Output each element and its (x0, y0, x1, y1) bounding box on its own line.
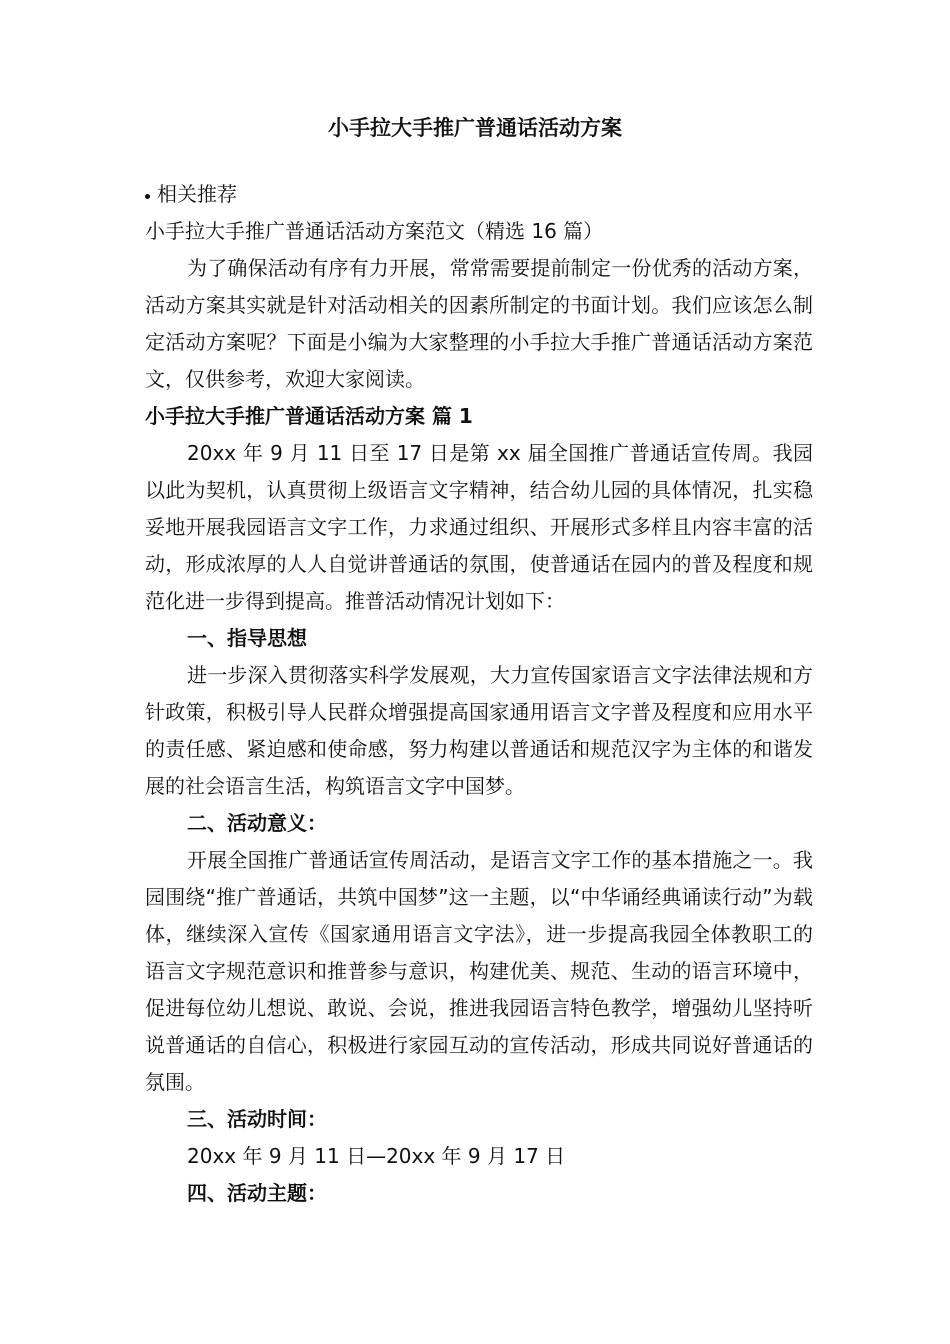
heading-activity-time: 三、活动时间： (187, 1107, 327, 1131)
recommend-label-text: 相关推荐 (157, 182, 237, 206)
paragraph-3: 开展全国推广普通话宣传周活动，是语言文字工作的基本措施之一。我园围绕“推广普通话，共筑中国梦”这一主题，以“中华诵经典诵读行动”为载体，继续深入宣传《国家通用语言文字法》，进一步提高我园全体教职工的语言文字规范意识和推普参与意识，构建优美、规范、生动的语言环境中，促进每位幼儿想说、敢说、会说，推进我园语言特色教学，增强幼儿坚持听说普通话的自信心，积极进行家园互动的宣传活动，形成共同说好普通话的氛围。 (145, 848, 813, 1094)
recommend-link[interactable]: 小手拉大手推广普通话活动方案范文（精选 16 篇） (145, 219, 604, 243)
document-title: 小手拉大手推广普通话活动方案 (328, 116, 622, 140)
paragraph-1: 20xx 年 9 月 11 日至 17 日是第 xx 届全国推广普通话宣传周。我园以此为契机，认真贯彻上级语言文字精神，结合幼儿园的具体情况，扎实稳妥地开展我园语言文字工作，力求通过组织、开展形式多样且内容丰富的活动，形成浓厚的人人自觉讲普通话的氛围，使普通话在园内的普及程度和规范化进一步得到提高。推普活动情况计划如下： (145, 441, 813, 613)
section-title: 小手拉大手推广普通话活动方案 篇 1 (145, 404, 473, 428)
heading-guiding-thought: 一、指导思想 (187, 626, 307, 650)
paragraph-2: 进一步深入贯彻落实科学发展观，大力宣传国家语言文字法律法规和方针政策，积极引导人民群众增强提高国家通用语言文字普及程度和应用水平的责任感、紧迫感和使命感，努力构建以普通话和规范汉字为主体的和谐发展的社会语言生活，构筑语言文字中国梦。 (145, 663, 813, 798)
bullet-icon (145, 194, 150, 199)
related-recommend-label (145, 176, 813, 213)
heading-activity-theme: 四、活动主题： (187, 1181, 327, 1205)
paragraph-4: 20xx 年 9 月 11 日—20xx 年 9 月 17 日 (187, 1144, 566, 1168)
document-body (145, 176, 813, 1212)
heading-activity-meaning: 二、活动意义： (187, 811, 327, 835)
intro-paragraph: 为了确保活动有序有力开展，常常需要提前制定一份优秀的活动方案，活动方案其实就是针对活动相关的因素所制定的书面计划。我们应该怎么制定活动方案呢？下面是小编为大家整理的小手拉大手推广普通话活动方案范文，仅供参考，欢迎大家阅读。 (145, 256, 813, 391)
